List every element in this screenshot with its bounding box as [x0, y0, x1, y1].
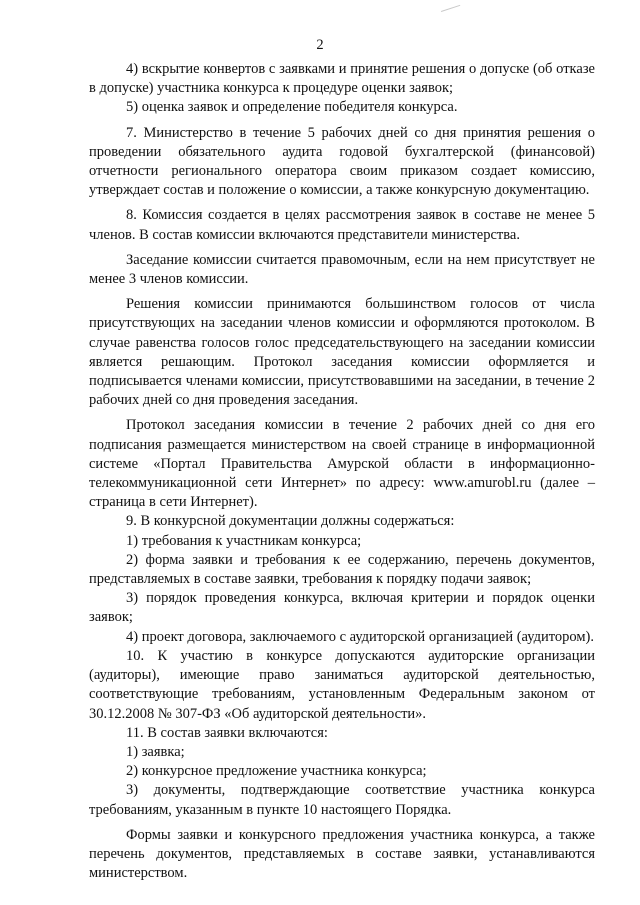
document-body [89, 60, 595, 883]
paragraph-protocol: Протокол заседания комиссии в течение 2 рабочих дней со дня его подписания размещается министерством на своей странице в информационной системе «Портал Правительства Амурской области в информационно-телекоммуникационной сети Интернет» по адресу: www.amurobl.ru (далее – страница в сети Интернет). [89, 417, 595, 511]
paragraph-clause-10: 10. К участию в конкурсе допускаются аудиторские организации (аудиторы), имеющие право заниматься аудиторской деятельностью, соответствующие требованиям, установленным Федеральным законом от 30.12.2008 № 307-ФЗ «Об аудиторской деятельности». [89, 647, 595, 722]
paragraph-clause-7: 7. Министерство в течение 5 рабочих дней со дня принятия решения о проведении обязательного аудита годовой бухгалтерской (финансовой) отчетности регионального оператора своим приказом создает комиссию, утверждает состав и положение о комиссии, а также конкурсную документацию. [89, 124, 595, 199]
paragraph-item-9-2: 2) форма заявки и требования к ее содержанию, перечень документов, представляемых в составе заявки, требования к порядку подачи заявок; [89, 551, 595, 588]
paragraph-item-9-3: 3) порядок проведения конкурса, включая критерии и порядок оценки заявок; [89, 590, 595, 626]
paragraph-decisions: Решения комиссии принимаются большинством голосов от числа присутствующих на заседании членов комиссии и оформляются протоколом. В случае равенства голосов голос председательствующего на заседании комиссии является решающим. Протокол заседания комиссии оформляется и подписывается членами комиссии, присутствовавшими на заседании, в течение 2 рабочих дней со дня проведения заседания. [89, 296, 595, 409]
paragraph-item-11-2: 2) конкурсное предложение участника конкурса; [126, 763, 427, 780]
paragraph-item-4: 4) вскрытие конвертов с заявками и принятие решения о допуске (об отказе в допуске) участника конкурса к процедуре оценки заявок; [89, 61, 595, 97]
paragraph-item-5: 5) оценка заявок и определение победителя конкурса. [126, 99, 458, 116]
paragraph-clause-11: 11. В состав заявки включаются: [126, 724, 328, 741]
paragraph-item-9-4: 4) проект договора, заключаемого с аудиторской организацией (аудитором). [126, 628, 594, 645]
paragraph-item-9-1: 1) требования к участникам конкурса; [126, 532, 362, 549]
paragraph-clause-9: 9. В конкурсной документации должны содержаться: [126, 513, 455, 530]
paragraph-forms: Формы заявки и конкурсного предложения участника конкурса, а также перечень документов, представляемых в составе заявки, устанавливаются министерством. [89, 826, 595, 882]
paragraph-quorum: Заседание комиссии считается правомочным, если на нем присутствует не менее 3 членов комиссии. [89, 251, 595, 288]
page-number: 2 [316, 37, 324, 53]
paragraph-item-11-3: 3) документы, подтверждающие соответствие участника конкурса требованиям, указанным в пункте 10 настоящего Порядка. [89, 782, 595, 818]
paragraph-item-11-1: 1) заявка; [126, 743, 185, 760]
scan-artifact [440, 1, 461, 12]
paragraph-clause-8: 8. Комиссия создается в целях рассмотрения заявок в составе не менее 5 членов. В состав комиссии включаются представители министерства. [89, 207, 595, 243]
